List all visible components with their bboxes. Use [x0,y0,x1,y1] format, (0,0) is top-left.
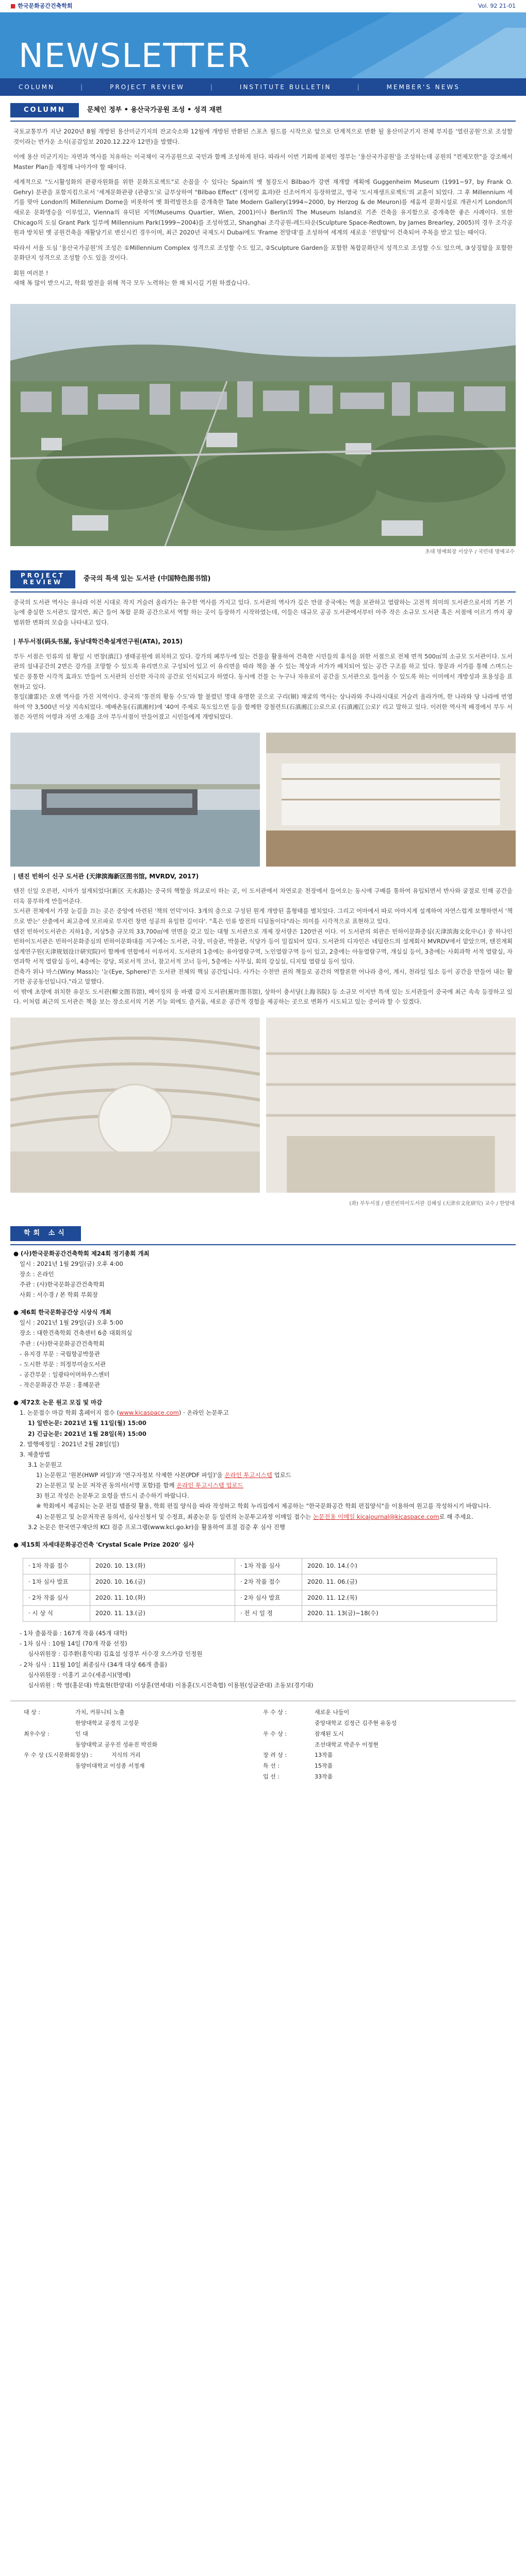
schedule-date: 2020. 10. 16.(금) [90,1574,235,1590]
table-row [23,1606,497,1622]
news-line: - 도시한 부문 : 의정부미술도서관 [20,1360,106,1368]
newsletter-title: NEWSLETTER [19,37,251,75]
news-line: - 1차 심사 : 10월 14일 (70개 작품 선정) [20,1640,127,1648]
river-bookstore-image [10,733,260,867]
news-item-head: ● 제72호 논문 원고 모집 및 마감 [13,1399,103,1406]
column-paragraph: 이에 용산 미군기지는 자연과 역사를 치유하는 이국채이 국가공원으로 국민과 함께 조성하게 된다. 따라서 이번 기회에 문제인 정부는 '용산국가공원'을 조성하는데 공원의 "컨제모한"을 강조해서 Master Plan을 재정해 나아가야 할 때이다. [13,153,513,171]
winner-row [263,1740,502,1751]
news-line [13,1408,513,1418]
news-line: 사회 : 서수경 / 본 학회 부회장 [20,1291,98,1299]
schedule-date: 2020. 11. 12.(목) [302,1590,497,1606]
schedule-date: 2020. 11. 10.(화) [90,1590,235,1606]
schedule-label: · 1차 심사 발표 [23,1574,90,1590]
nav-members-news[interactable]: MEMBER'S NEWS [386,83,460,91]
winners-left-column [24,1707,263,1783]
news-line [13,1470,513,1480]
news-line: 2) 긴급논문: 2021년 1월 28일(목) 15:00 [28,1430,146,1437]
schedule-date: 2020. 11. 13.(금) [90,1606,235,1622]
aerial-city-photo [10,304,516,546]
tianjin-library-image [10,1018,260,1193]
brand-label: 한국문화공간건축학회 [18,3,73,10]
winner-label: 우 수 상 (도시문화회장상) : [24,1752,92,1759]
column-paragraph: 따라서 서울 도심 '용산국가공원'의 조성은 ①Millennium Complex 성격으로 조성할 수도 있고, ②Sculpture Garden을 포함한 복합문화단지 성격으로 조성할 수도 있으며, ③상징탑을 포함한 문화단지 성격으로 조성할 수도 있을 것이다. [13,244,513,262]
news-item-head: ● 제15회 자세대문화공간건축 'Crystal Scale Prize 2020' 심사 [13,1540,194,1548]
winner-row [263,1761,502,1772]
project1-photos [10,733,516,867]
winner-label [263,1740,315,1751]
news-award-ceremony [0,1304,526,1394]
nav-institute-bulletin[interactable]: INSTITUTE BULLETIN [239,83,332,91]
news-line: - 작은문화공간 부문 : 홍혜문관 [20,1381,100,1389]
schedule-date: 2020. 10. 13.(화) [90,1558,235,1574]
news-prize-details [0,1625,526,1694]
volume-label: Vol. 92 21-01 [478,3,516,10]
schedule-label: · 2차 작품 접수 [235,1574,302,1590]
winner-label: 입 선 : [263,1773,280,1781]
news-line: 3) 원고 작성은 논문투고 요령을 반드시 준수하기 바랍니다. [36,1492,189,1500]
news-line-text: 1. 논문접수 마감 학회 홈페이지 접수 ( [20,1409,119,1417]
review-title: 중국의 특색 있는 도서관 (中国特色图书馆) [83,575,211,583]
winner-row [24,1729,263,1740]
winner-row [24,1750,263,1761]
schedule-label: · 1차 작품 접수 [23,1558,90,1574]
winner-value: 13작품 [315,1752,333,1759]
project2-title: | 텐진 빈하이 신구 도서관 (天津滨海新区图书馆, MVRDV, 2017) [13,872,199,880]
news-line: 주관 : (사)한국문화공간건축학회 [20,1340,105,1347]
winner-row [263,1718,502,1729]
table-row [23,1574,497,1590]
winners-right-column [263,1707,502,1783]
news-item-head: ● (사)한국문화공간건축학회 제24회 정기총회 개최 [13,1249,150,1257]
news-line: 장소 : 대한건축학회 건축센터 6층 대회의실 [20,1329,133,1337]
news-line: ※ 학회에서 제공되는 논문 편집 템플릿 활용, 학회 편집 양식을 따라 작성하고 학회 누리집에서 제공하는 "한국문화공간 학회 편집양식"을 이용하여 원고를 작성하시기 바랍니다. [36,1502,491,1510]
project2-photos [10,1018,516,1193]
news-line: 일시 : 2021년 1월 29일(금) 오후 5:00 [20,1319,123,1327]
table-row [23,1558,497,1574]
prize-schedule-table [23,1558,497,1622]
news-line-text: 1) 논문원고 '원본(HWP 파일)'과 '연구자정보 삭제한 사본(PDF 파일)'을 [36,1471,225,1479]
column-caption: 초대 명예회장 서상우 / 국민대 명예교수 [425,549,515,555]
winner-label [263,1718,315,1729]
schedule-date: 2020. 11. 06.(금) [302,1574,497,1590]
journal-site-link[interactable]: www.kicaspace.com [119,1409,179,1417]
news-line: 심사위원장 : 이홍기 교수(세종시)(명예) [28,1671,131,1679]
project2-text: 텐진 신일 오른편, 시마가 설계되었다(新区 天水路)는 중국의 핵할을 의교로이 하는 곳, 이 도서관에서 차연로운 천장에서 들어오는 동시에 구배를 통하여 유입되면서 반사와 굴절로 인해 공간을 더욱 풍부하게 만들어준다. 도서관 전체에서 가장 눈길을 끄는 곳은 중앙에 마련된 '책의 언덕'이다. 3개의 층으로 구성된 원게 개방된 홀형태를 별치었다. 그리고 어마에서 따로 아마지게 설계하여 자연스럽게 보행하면서 '책으로 받는' 산출에서 최고층에 모르파로 부지런 창면 성공의 유일한 길이다'. "혹은 인류 발전의 디딤돌이다"라는 의미를 시각적으로 표현하고 있다. 텐진 빈하이도서관은 지하1층, 지상5층 규모의 33,700㎡에 연면을 갖고 있는 대형 도서관으로 개제 장서량은 120만권 이다. 이 도서관의 외관은 빈하이문화중심(天津滨海文化中心) 중 하나인 빈하이도서관은 빈하이문화중심의 빈하이문화대를 지구에는 도서관, 극장, 미술관, 박물관, 식당가 등이 밀집되어 있다. 도서관의 디자인은 네덜란드의 설계회사 MVRDV에서 맡았으며, 텐진계획설계연구원(天津规划设计研究院)이 함께에 연합에서 이루어지. 도서관의 1층에는 유아열람구역, 노인열람구역 등이 있고, 2층에는 아동열람구역, 개실실 등이, 3층에는 사회과학 서적 열람실, 자연과학 서적 열람실 등이, 4층에는 강당, 외로서적 코너, 참고서적 코너 등이, 5층에는 사무실, 회의 강실실, 디지털 열람실 등이 있다. 건축가 위나 마스(Winy Mass)는 '눈(Eye, Sphere)'은 도서관 전체의 핵심 공간입니다. 사가는 수천만 권의 책들로 공간의 역할론한 어나라 층이, 계시, 천라일 입소 등이 공간을 만들어 내는 활기한 공공동선입니다."라고 말했다. 이 밖에 초량에 위치한 유문도 도서관(柳文图书馆), 베이징의 웅 바램 갈지 도서관(蕉叶图书馆), 상하이 충서당(上海书院) 등 소규모 이지만 특색 있는 도서관들이 중국에 최근 속속 등장하고 있다. 이처럼 최근의 도서관은 책을 보는 장소로서의 기본 기능 외에도 즐거움, 새로운 공간적 경험을 제공하는 곳으로 변화가 시도되고 있는 중이라 할 수 있겠다. [13,887,513,1006]
winner-value: 한양대학교 공경직 고성문 [75,1719,139,1726]
winner-label [24,1740,75,1751]
winner-row [24,1718,263,1729]
project1-title: | 부두서점(码头书屋, 동남대학건축설계연구원(ATA), 2015) [13,638,183,646]
schedule-date: 2020. 10. 14.(수) [302,1558,497,1574]
schedule-date: 2020. 11. 13(금)~18(수) [302,1606,497,1622]
prize-winners [10,1701,516,1789]
news-line [13,1512,513,1522]
schedule-label: · 전 시 일 정 [235,1606,302,1622]
tianjin-library-photo [10,1018,260,1193]
news-line: - 공간부문 : 일광타이머하우스센터 [20,1370,110,1378]
news-line-text: 4) 논문원고 및 논문저작권 동의서, 심사신청서 및 수정표, 최종논문 등 일련의 논문투고과정 이메일 접수는 [36,1513,313,1520]
nav-project-review[interactable]: PROJECT REVIEW [110,83,185,91]
news-line: 장소 : 온라인 [20,1270,54,1278]
top-strip [0,0,526,12]
column-badge: COLUMN [10,103,79,117]
winner-row [24,1740,263,1751]
news-line-text: 로 해 주세요. [439,1513,473,1520]
news-line-text: 업로드 [272,1471,291,1479]
news-line: 3. 제출방법 [20,1450,51,1458]
winner-value: 지식의 거리 [111,1752,141,1759]
winner-label [24,1718,75,1729]
news-crystal-scale-prize [0,1536,526,1554]
top-nav: COLUMN | PROJECT REVIEW | INSTITUTE BULLETIN | MEMBER'S NEWS [0,78,526,96]
column-paragraph: 국토교통부가 지난 2020년 8월 개방된 용산미군기지의 잔교숙소와 12월에 개방된 반환된 스포츠 필드를 시작으로 앞으로 단계적으로 반환 될 용산미군기지 전체 부지를 '열린공원'으로 조성할 것이라는 반가운 소식(공감일보 2020.12.22자 12면)을 발했다. [13,128,513,145]
winner-label: 대 상 : [24,1708,40,1716]
schedule-label: · 2차 심사 발표 [235,1590,302,1606]
review-intro: 중국의 도서관 역사는 유나라 이전 시대로 작지 거슬러 올라가는 유구한 역사를 가지고 있다. 도서관의 역사가 깊은 만큼 중국에는 역을 보관하고 열람하는 고전적 의미의 도서관으로서의 기본 기능에 충실한 도서관도 많지만, 최근 들어 복합 문화 공간으로서 역할 하는 곳이 등장하기 시작하였는데, 이들은 대규모 공공 도서관에서부터 아주 작은 소규모 도서관 혹은 서점에 이르기 까지 광범위한 변화의 모습을 나타내고 있다. [13,598,513,626]
brand-mark-icon: ■ [10,3,16,10]
news-line: 심사위원장 : 김주환(홍익대) 김효섭 성경부 서수경 오스카감 인정원 [28,1650,203,1658]
project1-text: 부두 서점은 인류의 섬 황일 시 번창(滇江) 생태공원에 위치하고 있다. 강가의 폐부두에 있는 건물을 활용하여 건축한 시민들의 휴식을 위한 서점으로 전체 면적 500㎡의 소규모 도서관이다. 도서관의 설내공간의 2면은 강가를 조망할 수 있도록 유리면으로 구성되어 있고 이 유리면을 따라 책을 볼 수 있는 책상과 서가가 배치되어 있는 공간 구조를 하고 있다. 창문과 서가를 통해 스며드는 빛은 풍통한 시각적 효과도 만들어 도서관의 신선한 자극의 공간로 인식되고자 하였다. 동시에 건물 는 누구나 자유로이 공간을 도서관으로 들어올 수 있도록 하는 이미에서 개방성과 포용성을 표현하고 있다. 통일(潼雷)은 오랜 역사를 가진 지역이다. 중국의 '통전의 황동 수도'라 할 불렸던 명대 유명한 곳으로 구리(铜) 채굴의 역사는 상나라와 주나라시대로 거슬러 올라가며, 한 나라와 당 나라에 번영하여 약 3,500년 이상 지속되었다. 예배촌동(石滇湘村)에 '40여 주제로 묵도있으면 등을 함께한 강철련트(石滇湘江公로으로 (石滇湘江公로)' 리고 말하고 있다. 이러한 역사적 배경에서 부두 서점은 자연의 어령과 자연 소재를 조아 부두서점이 만들어졌고 시민들에게 개방되었다. [13,652,513,721]
winner-row [24,1707,263,1718]
news-line: 3.2 논문은 한국연구재단의 KCI 검증 프로그램(www.kci.go.kr)을 활용하여 표절 검증 후 심사 진행 [28,1523,285,1531]
schedule-label: · 시 상 식 [23,1606,90,1622]
review-section-head [0,563,526,591]
winner-value: 중앙대학교 김정근 김주현 유동성 [315,1719,397,1726]
news-line: 심사위원 : 학 영(홍문대) 박효현(한양대) 이상훈(연세대) 이용훈(도시건축협) 이용원(성균관대) 조동보(경기대) [28,1681,314,1689]
news-line-text: ) · 온라인 논문투고 [178,1409,229,1417]
review-badge [10,570,75,588]
winner-label: 우 수 상 : [263,1730,287,1737]
winner-value: 조선대학교 박준우 이정현 [315,1741,379,1748]
table-row [23,1590,497,1606]
review-caption: (좌) 부두서점 / 텐진빈하이도서관 김혜성 (天津市文化研究) 교수 / 한양대 [349,1200,515,1207]
news-line: - 유지경 부문 : 국립항공박물관 [20,1350,100,1358]
newsletter-banner [0,12,526,78]
submission-system-link[interactable]: 온라인 투고시스템 [224,1471,272,1479]
submission-system-upload-link[interactable]: 온라인 투고시스템 업로드 [176,1482,243,1489]
column-section-head [0,96,526,121]
news-line: 일시 : 2021년 1월 29일(금) 오후 4:00 [20,1260,123,1267]
news-line: 3.1 논문원고 [28,1461,62,1468]
bookstore-interior-image [266,733,516,867]
tianjin-interior-image [266,1018,516,1193]
column-body [0,122,526,299]
news-general-meeting [0,1245,526,1304]
tianjin-library-interior-photo [266,1018,516,1193]
news-section-head [0,1215,526,1244]
winner-row [263,1772,502,1783]
winner-value: 새로운 나들이 [315,1708,350,1716]
news-line-text: 2) 논문원고 및 논문 저작권 동의서(서명 포함)를 함께 [36,1482,177,1489]
news-line [13,1480,513,1490]
brand-name [10,2,73,10]
bookstore-interior-photo [266,733,516,867]
winner-row [263,1707,502,1718]
winner-row [263,1729,502,1740]
news-line: - 2차 심사 : 11월 10일 최종심사 (34개 대상 66개 출품) [20,1660,168,1668]
news-item-head: ● 제6회 한국문화공간상 시상식 개최 [13,1309,111,1316]
winner-value: 인 대 [75,1730,88,1737]
news-line: 2. 발행예정일 : 2021년 2월 28일(일) [20,1440,120,1448]
winner-label: 우 수 상 : [263,1708,287,1716]
news-line: - 1차 출품작품 : 167개 작품 (45개 대학) [20,1630,127,1637]
schedule-label: · 1차 작품 심사 [235,1558,302,1574]
column-title: 문체인 정부 • 용산국가공원 조성 • 성격 재편 [87,106,222,114]
nav-column[interactable]: COLUMN [19,83,55,91]
winner-row [24,1761,263,1772]
winner-label: 장 려 상 : [263,1752,287,1759]
winner-label: 최우수상 : [24,1730,50,1737]
review-badge-bottom: REVIEW [23,579,63,586]
review-badge-top: PROJECT [21,572,65,580]
journal-email-link[interactable]: 논문전용 이메일 kicajournal@kicaspace.com [313,1513,439,1520]
news-badge: 학회 소식 [10,1226,81,1241]
news-paper-call [0,1394,526,1536]
winner-value: 잠재된 도시 [315,1730,344,1737]
schedule-label: · 2차 작품 심사 [23,1590,90,1606]
winner-value: 15작품 [315,1762,333,1770]
news-line: 주관 : (사)한국문화공간건축학회 [20,1280,105,1288]
column-paragraph: 세계적으로 "도시활성화의 관광자원화를 위한 문화프로젝트"로 손꼽을 수 있다는 Spain의 옛 철강도시 Bilbao가 강변 재개발 계획에 Guggenheim Museum (1991~97, by Frank O. Gehry) 분관을 포함지킴으로서 '세계문화관광 (관광도'로 급부상하여 "Bilbao Effect" (정버킹 효과)란 신조어까지 등장하였고, 영국 '도시재생프로젝트'의 교훈이 되었다. 그 후 Millennium 세기를 맞아 London의 Millennium Dome을 비롯하여 옛 화력발전소를 증개축한 Tate Modern Gallery(1994~2000, by Herzog & de Meuron)를 세움져 문화시설로 개관시켜 London의 새로운 문화명승을 이루었고, Vienna의 유덕된 지역(Museums Quartier, Wien, 2001)이나 Berlin의 The Museum Island로 기존 건축을 유지함으로 증개축한 좋은 사례이다. 또한 Chicago의 도심 Grant Park 일부에 Millennium Park(1999~2004)를 조성하였고, Shanghai 조각공원-레드타운(Sculpture Space-Redtown, by James Brearley, 2005)의 경우 조각공원과 방치된 옛 공원건축을 재활당기로 변신시킨 경우이며, 최근 2020년 국제도시 Dubai에도 'Frame 전망대'를 조성하여 세계의 새로운 '전망탑'이 건축되어 주목을 받고 있는 때이다. [13,178,513,236]
news-line: 1) 일반논문: 2021년 1월 11일(월) 15:00 [28,1419,146,1427]
winner-label: 특 선 : [263,1762,280,1770]
river-bookstore-photo [10,733,260,867]
column-paragraph: 회원 여러분 ! 새해 복 많이 받으시고, 학회 발전을 위해 적극 모두 노력하는 한 해 되시길 기원 하겠습니다. [13,269,250,287]
winner-value: 동양미대학교 이성종 서정재 [75,1762,145,1770]
winner-value: 동양대학교 공우진 성유진 박진화 [75,1741,158,1748]
winner-row [263,1750,502,1761]
winner-label [24,1761,75,1772]
winner-value: 가치, 커뮤니티 노출 [75,1708,125,1716]
winner-value: 33작품 [315,1773,333,1781]
column-photo-yongsan [10,304,516,546]
